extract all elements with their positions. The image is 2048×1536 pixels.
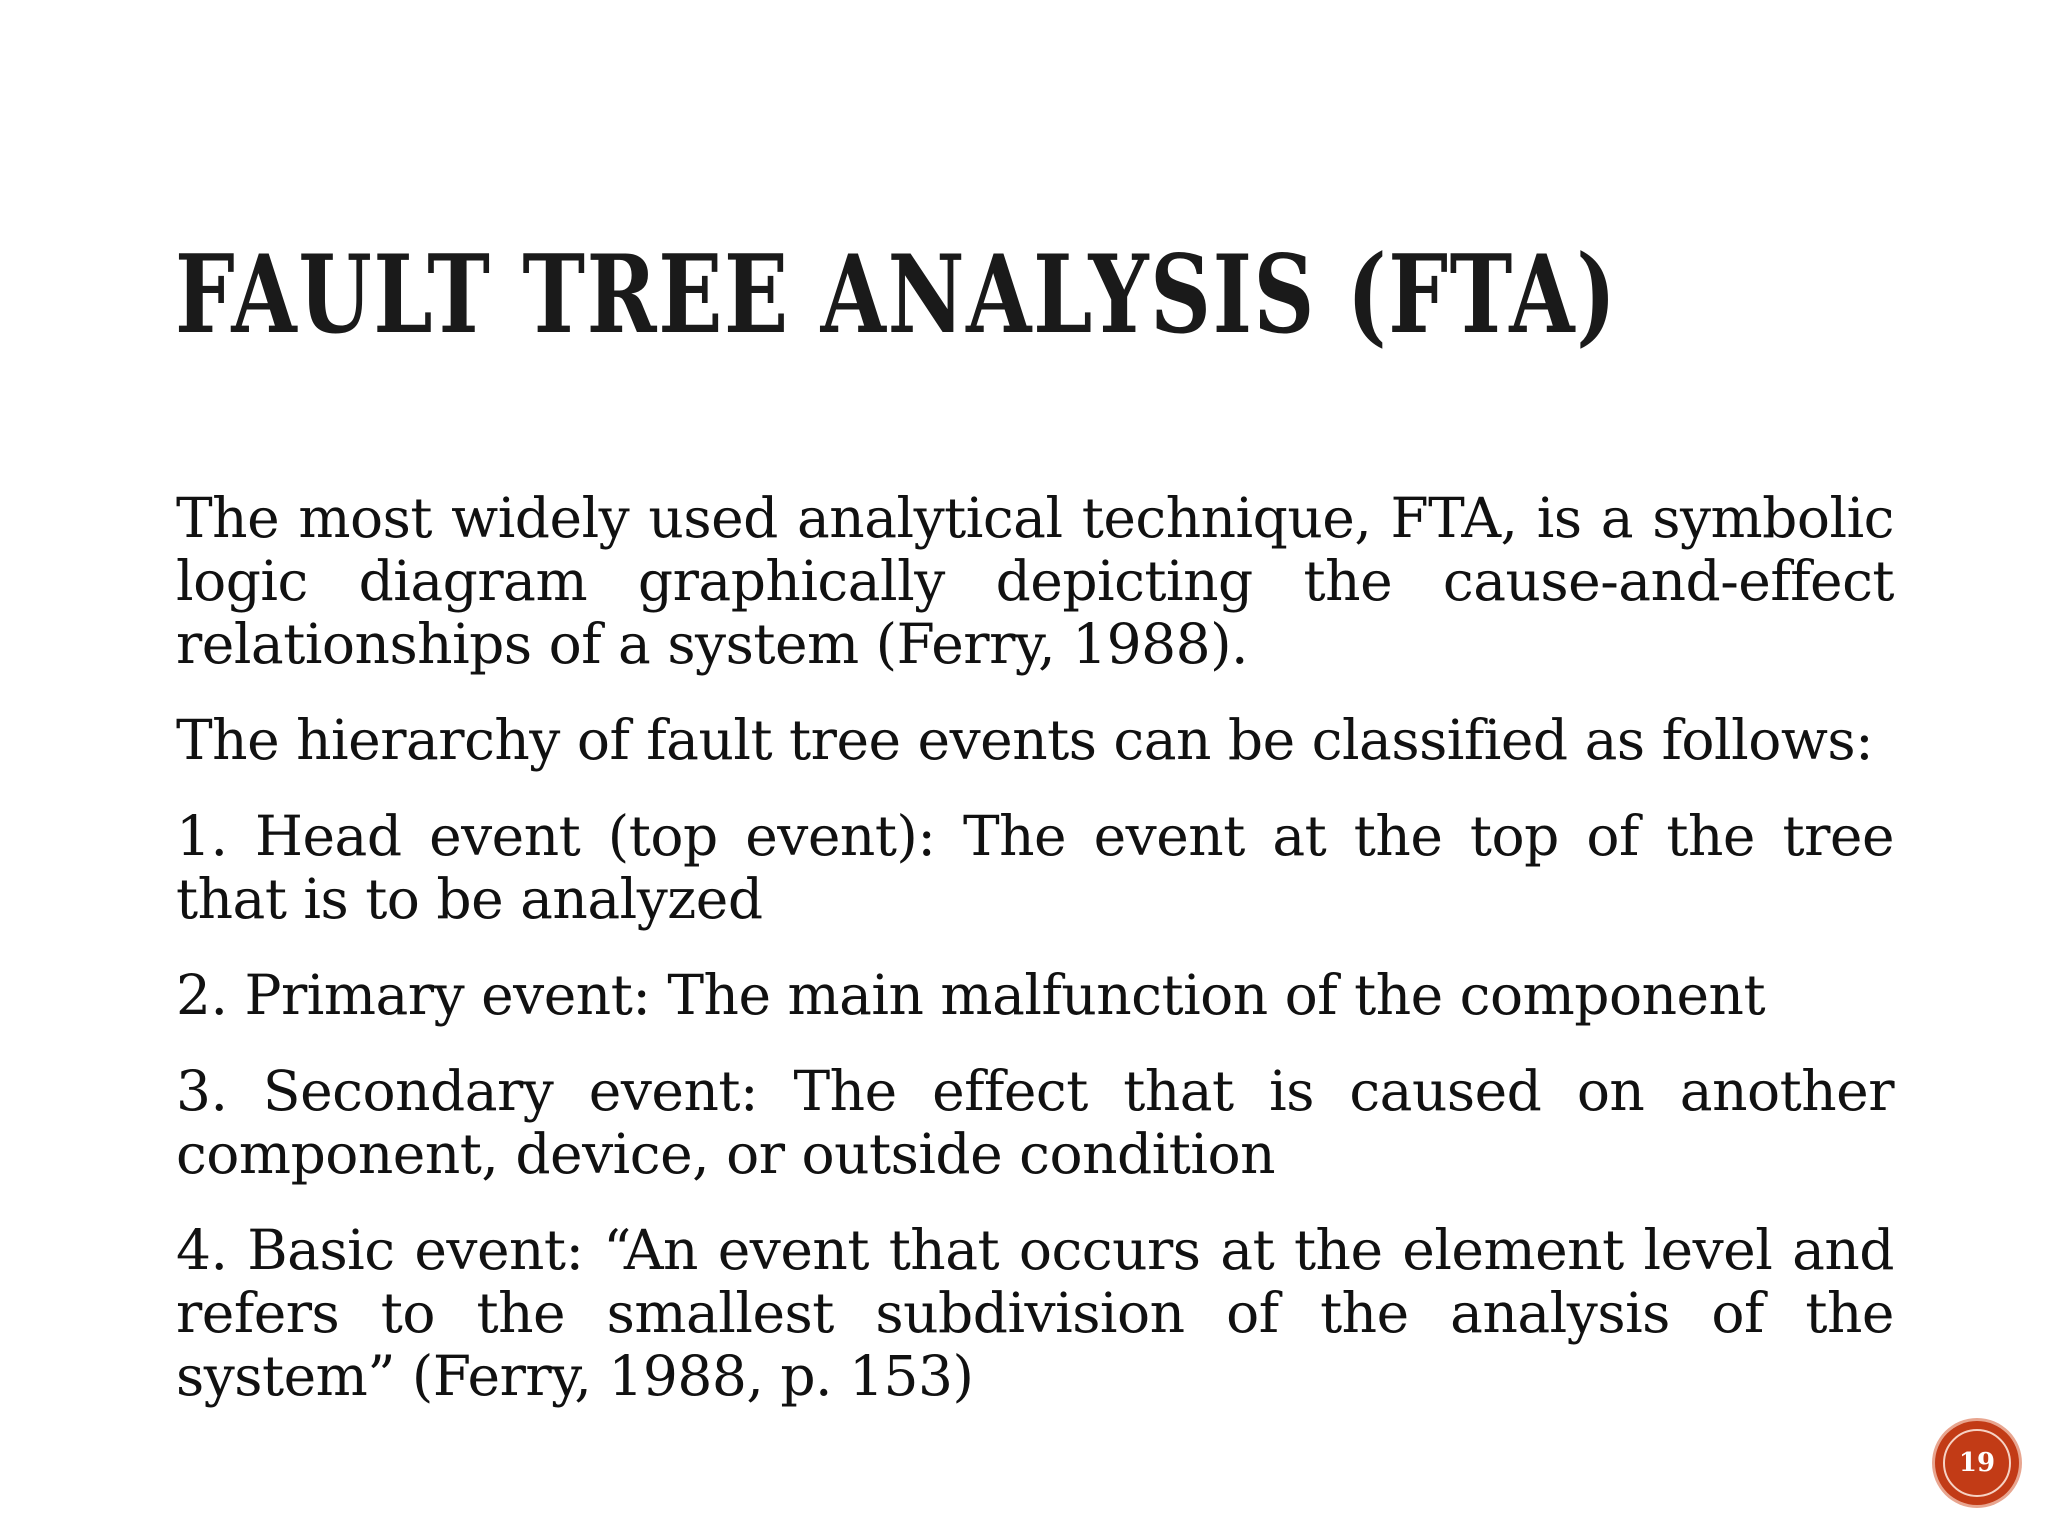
list-item-basic-event: 4. Basic event: “An event that occurs at the element level and refers to the smallest subdivision of the analysis of the system” (Ferry, 1988, p. 153) [176,1218,1894,1408]
list-item-secondary-event: 3. Secondary event: The effect that is caused on another component, device, or outside condition [176,1059,1894,1186]
body-paragraph-intro: The most widely used analytical technique, FTA, is a symbolic logic diagram graphically depicting the cause-and-effect relationships of a system (Ferry, 1988). [176,486,1894,676]
page-number: 19 [1958,1448,1996,1478]
list-item-primary-event: 2. Primary event: The main malfunction of the component [176,963,1766,1027]
list-item-head-event: 1. Head event (top event): The event at the top of the tree that is to be analyzed [176,804,1894,931]
slide-body [176,487,1894,1441]
body-paragraph-hierarchy: The hierarchy of fault tree events can be classified as follows: [176,708,1874,772]
page-number-badge [1935,1421,2019,1505]
slide-title: FAULT TREE ANALYSIS (FTA) [175,232,1618,358]
